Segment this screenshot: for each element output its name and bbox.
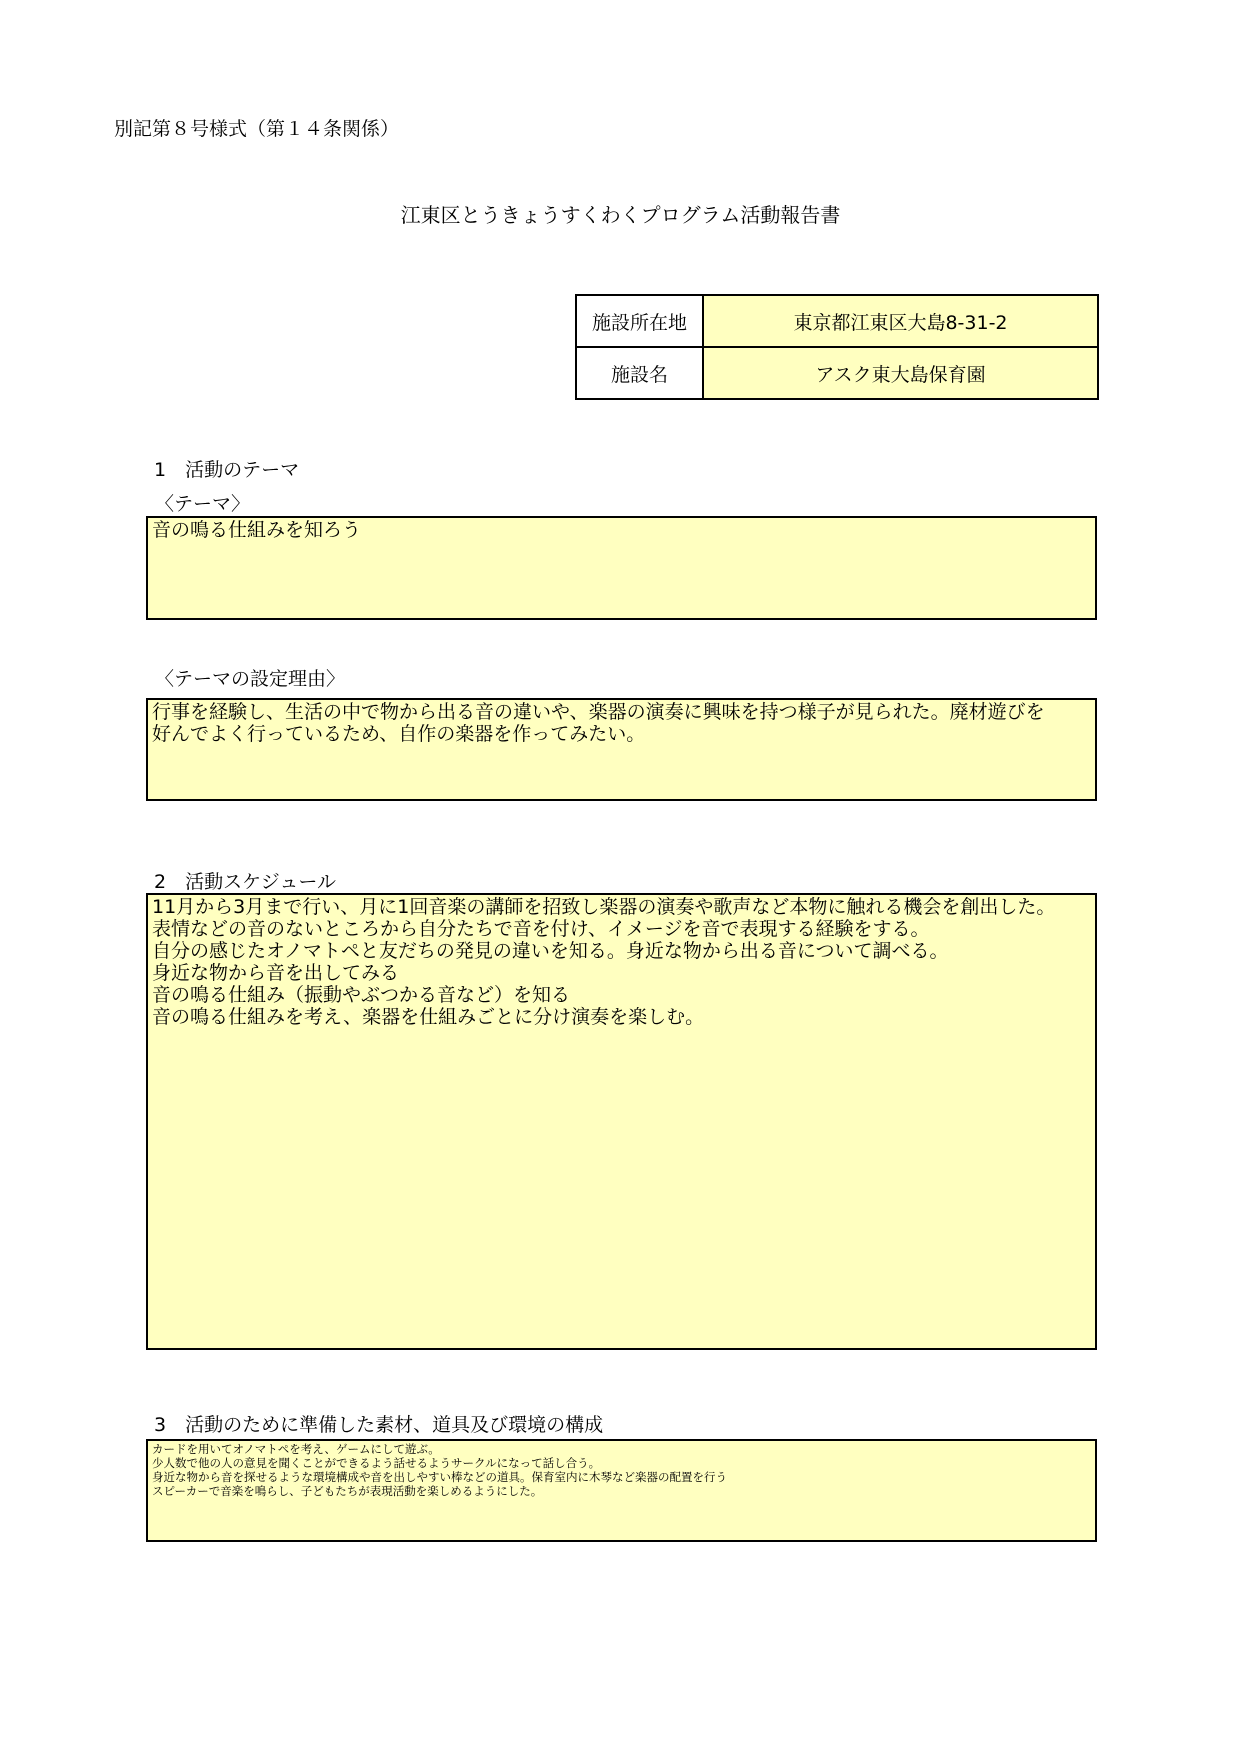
facility-name-value[interactable]: アスク東大島保育園 [703,347,1098,399]
facility-name-label: 施設名 [576,347,703,399]
materials-line: カードを用いてオノマトペを考え、ゲームにして遊ぶ。 [152,1442,440,1456]
schedule-field[interactable] [146,893,1097,1350]
materials-environment-field[interactable] [146,1439,1097,1542]
schedule-line: 音の鳴る仕組み（振動やぶつかる音など）を知る [152,984,571,1006]
theme-reason-line: 行事を経験し、生活の中で物から出る音の違いや、楽器の演奏に興味を持つ様子が見られた。廃材遊びを [152,701,1045,723]
theme-reason-label: 〈テーマの設定理由〉 [155,668,346,690]
materials-line: 身近な物から音を探せるような環境構成や音を出しやすい棒などの道具。保育室内に木琴など楽器の配置を行う [152,1470,727,1484]
schedule-line: 身近な物から音を出してみる [152,962,400,984]
facility-address-value[interactable]: 東京都江東区大島8-31-2 [703,295,1098,347]
schedule-line: 表情などの音のないところから自分たちで音を付け、イメージを音で表現する経験をする。 [152,918,930,940]
materials-line: 少人数で他の人の意見を聞くことができるよう話せるようサークルになって話し合う。 [152,1456,601,1470]
facility-name-row [576,347,1098,399]
schedule-line: 11月から3月まで行い、月に1回音楽の講師を招致し楽器の演奏や歌声など本物に触れる機会を創出した。 [152,896,1056,918]
materials-line: スピーカーで音楽を鳴らし、子どもたちが表現活動を楽しめるようにした。 [152,1484,543,1498]
section2-heading: 2 活動スケジュール [154,871,336,893]
facility-info-table [575,294,1099,400]
facility-address-label: 施設所在地 [576,295,703,347]
section3-heading: 3 活動のために準備した素材、道具及び環境の構成 [154,1414,604,1436]
schedule-line: 音の鳴る仕組みを考え、楽器を仕組みごとに分け演奏を楽しむ。 [152,1006,705,1028]
section1-heading: 1 活動のテーマ [154,459,300,481]
form-number-label: 別記第８号様式（第１４条関係） [114,118,400,140]
theme-field[interactable] [146,516,1097,620]
facility-address-row [576,295,1098,347]
theme-reason-line: 好んでよく行っているため、自作の楽器を作ってみたい。 [152,723,646,745]
schedule-line: 自分の感じたオノマトペと友だちの発見の違いを知る。身近な物から出る音について調べる。 [152,940,949,962]
document-title: 江東区とうきょうすくわくプログラム活動報告書 [400,203,841,227]
theme-line: 音の鳴る仕組みを知ろう [152,519,362,541]
theme-label: 〈テーマ〉 [155,493,251,515]
theme-reason-field[interactable] [146,698,1097,801]
